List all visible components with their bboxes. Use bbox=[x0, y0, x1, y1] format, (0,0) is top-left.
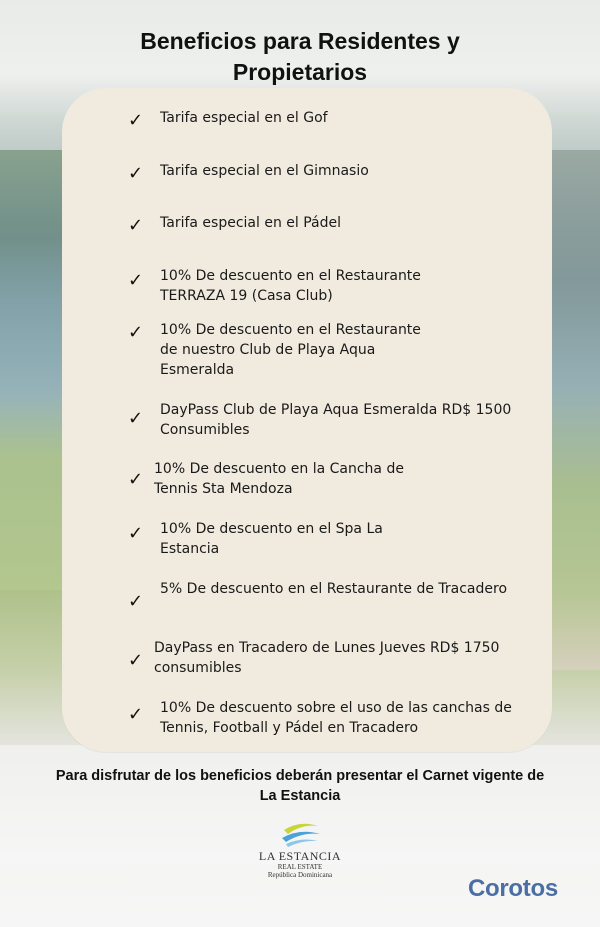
title-line-1: Beneficios para Residentes y bbox=[140, 28, 460, 54]
check-icon: ✓ bbox=[128, 270, 144, 291]
corotos-watermark: Corotos bbox=[468, 875, 558, 902]
logo-subtitle: REAL ESTATE bbox=[277, 863, 323, 871]
la-estancia-logo bbox=[255, 820, 345, 885]
benefit-text: 5% De descuento en el Restaurante de Tracadero bbox=[160, 581, 508, 597]
check-icon: ✓ bbox=[128, 650, 144, 671]
logo-mark-icon bbox=[278, 820, 322, 848]
footer-line-1: Para disfrutar de los beneficios deberán presentar el Carnet vigente de bbox=[55, 768, 545, 784]
benefit-text: DayPass en Tracadero de Lunes Jueves RD$ 1750 consumibles bbox=[154, 640, 500, 676]
benefit-text: Tarifa especial en el Pádel bbox=[160, 215, 342, 231]
benefit-text: 10% De descuento en el Restaurante TERRAZA 19 (Casa Club) bbox=[160, 268, 421, 304]
check-icon: ✓ bbox=[128, 591, 144, 612]
background-photo-right bbox=[545, 150, 600, 670]
benefit-text: 10% De descuento sobre el uso de las canchas de Tennis, Football y Pádel en Tracadero bbox=[160, 700, 512, 736]
footer-note bbox=[20, 766, 580, 806]
benefit-text: DayPass Club de Playa Aqua Esmeralda RD$ 1500 Consumibles bbox=[160, 402, 512, 438]
check-icon: ✓ bbox=[128, 110, 144, 131]
logo-country: República Dominicana bbox=[267, 871, 333, 879]
title-line-2: Propietarios bbox=[232, 59, 368, 85]
footer-line-2: La Estancia bbox=[259, 788, 341, 804]
benefit-text: Tarifa especial en el Gof bbox=[160, 110, 328, 126]
check-icon: ✓ bbox=[128, 704, 144, 725]
benefit-text: Tarifa especial en el Gimnasio bbox=[160, 163, 369, 179]
check-icon: ✓ bbox=[128, 408, 144, 429]
check-icon: ✓ bbox=[128, 523, 144, 544]
check-icon: ✓ bbox=[128, 215, 144, 236]
check-icon: ✓ bbox=[128, 322, 144, 343]
background-photo-left bbox=[0, 150, 70, 590]
benefits-card bbox=[62, 88, 552, 752]
page-title bbox=[0, 26, 600, 88]
benefit-text: 10% De descuento en la Cancha de Tennis Sta Mendoza bbox=[154, 461, 404, 497]
benefit-text: 10% De descuento en el Restaurante de nuestro Club de Playa Aqua Esmeralda bbox=[160, 322, 421, 378]
check-icon: ✓ bbox=[128, 163, 144, 184]
logo-name: LA ESTANCIA bbox=[258, 849, 342, 863]
check-icon: ✓ bbox=[128, 469, 144, 490]
benefit-text: 10% De descuento en el Spa La Estancia bbox=[160, 521, 383, 557]
